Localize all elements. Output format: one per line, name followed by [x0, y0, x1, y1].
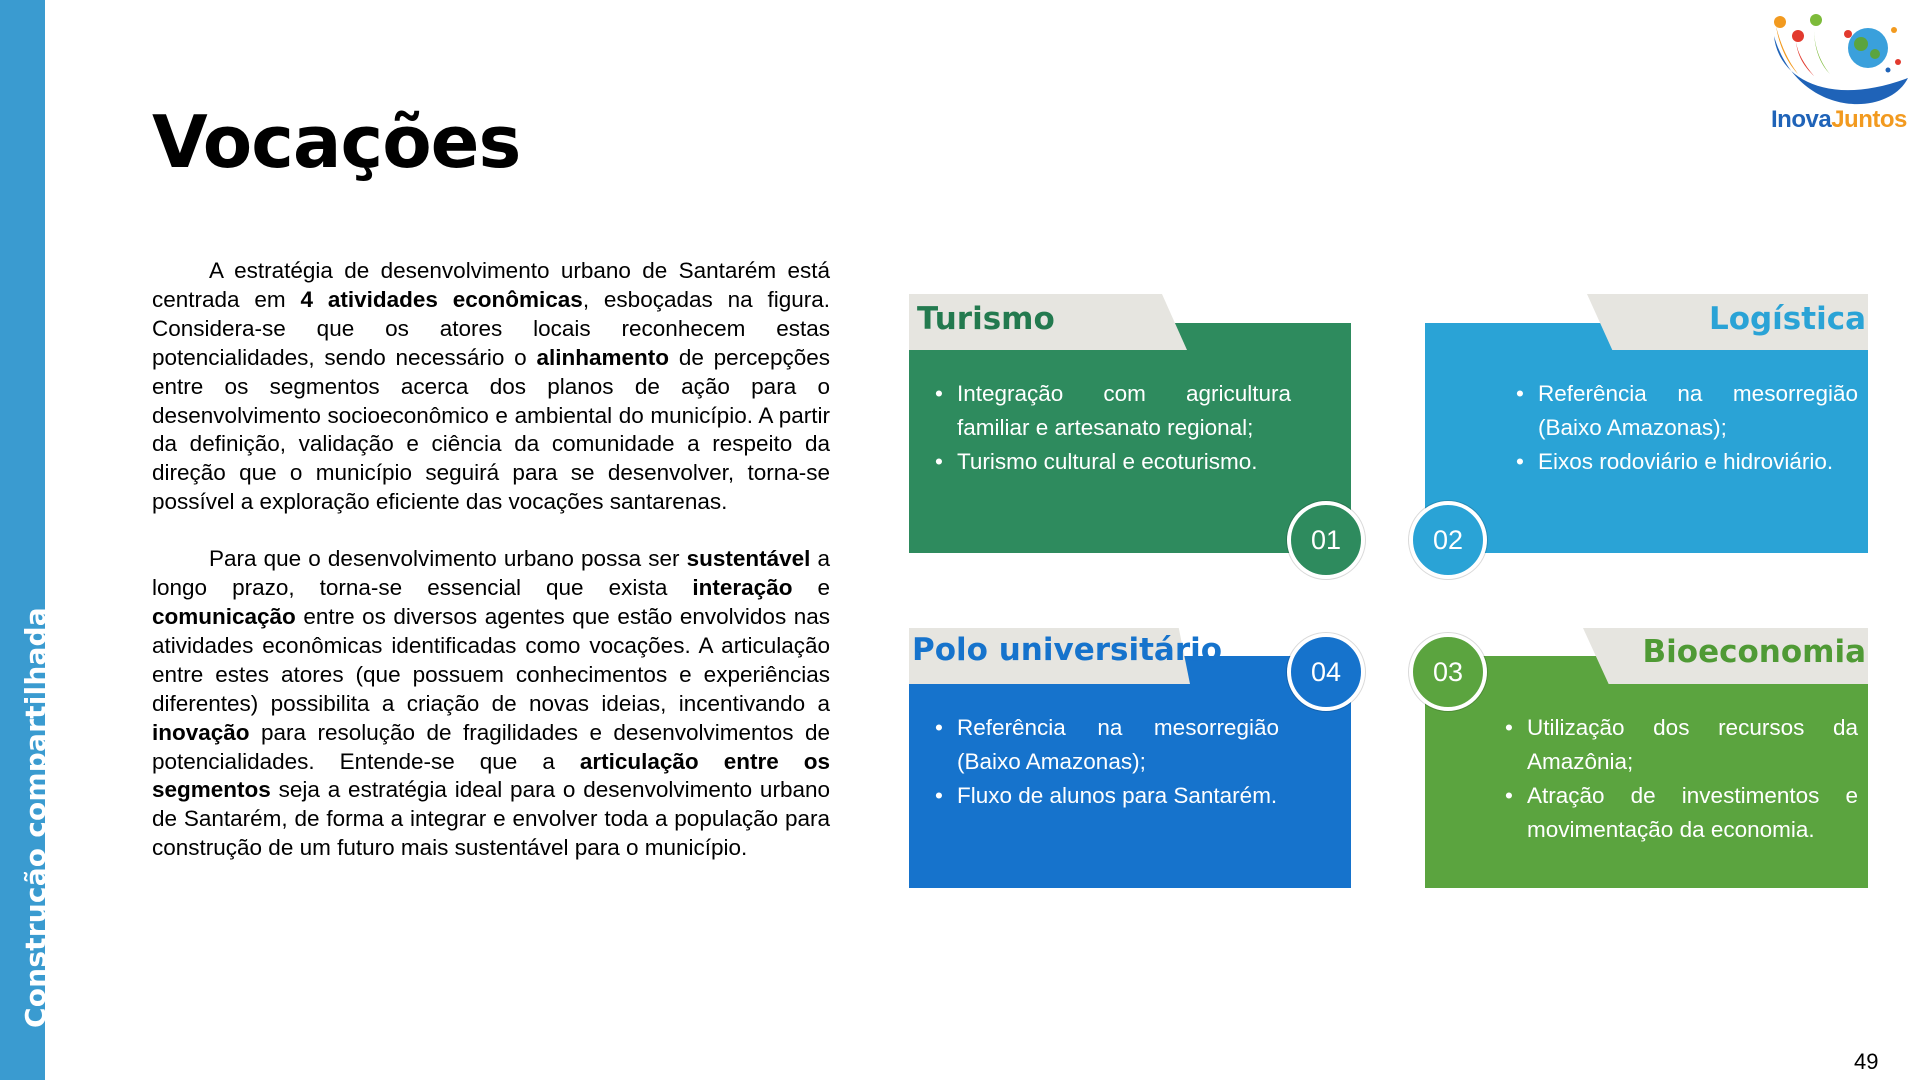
text-span: de percepções entre os segmentos acerca dos planos de ação para o desenvolvimento socioeconômico e ambiental do município. A partir da definição, validação e ciência da comunidade a respeito da direção que o município seguirá para se desenvolver, torna-se possível a exploração eficiente das vocações santarenas.	[152, 344, 830, 515]
number-badge: 03	[1409, 633, 1487, 711]
list-item: • Integração com agricultura familiar e artesanato regional;	[935, 377, 1291, 445]
text-span: seja a estratégia ideal para o desenvolvimento urbano de Santarém, de forma a integrar e envolver toda a população para construção de um futuro mais sustentável para o município.	[152, 777, 830, 861]
list-item: • Referência na mesorregião (Baixo Amazonas);	[935, 711, 1279, 779]
bold-span: inovação	[152, 719, 250, 745]
paragraph-2	[152, 545, 830, 863]
list-item: • Eixos rodoviário e hidroviário.	[1516, 445, 1858, 479]
text-span: Para que o desenvolvimento urbano possa ser	[209, 546, 687, 572]
card-list	[935, 377, 1291, 479]
logo-text-2: Juntos	[1831, 106, 1907, 133]
text-span: , esboçadas na figura. Considera-se que os atores locais reconhecem estas potencialidades, sendo necessário o	[152, 286, 830, 370]
list-item: • Atração de investimentos e movimentação da economia.	[1505, 779, 1858, 847]
bold-span: interação	[692, 575, 793, 601]
card-title: Turismo	[917, 301, 1055, 337]
bold-span: sustentável	[686, 546, 811, 572]
number-badge: 04	[1287, 633, 1365, 711]
bold-span: comunicação	[152, 603, 296, 629]
paragraph-1	[152, 257, 830, 517]
text-span: A estratégia de desenvolvimento urbano de Santarém está centrada em	[152, 258, 830, 312]
text-span: para resolução de fragilidades e desenvolvimentos de potencialidades. Entende-se que a	[152, 719, 830, 774]
page-title: Vocações	[152, 100, 521, 184]
number-badge: 02	[1409, 501, 1487, 579]
list-item: • Turismo cultural e ecoturismo.	[935, 445, 1291, 479]
bold-span: 4 atividades econômicas	[300, 286, 583, 312]
sidebar-label: Construção compartilhada	[19, 607, 52, 1028]
text-span: e	[792, 575, 830, 601]
card-title: Bioeconomia	[1642, 634, 1866, 670]
card-list	[1516, 377, 1858, 479]
list-item: • Fluxo de alunos para Santarém.	[935, 779, 1279, 813]
card-title: Polo universitário	[912, 632, 1223, 668]
body-text	[152, 257, 830, 891]
logo-text-1: Inova	[1771, 106, 1832, 133]
text-span: a longo prazo, torna-se essencial que exista	[152, 546, 830, 601]
card-list	[935, 711, 1279, 813]
card-title: Logística	[1708, 301, 1866, 337]
list-item: • Utilização dos recursos da Amazônia;	[1505, 711, 1858, 779]
page-number: 49	[1854, 1049, 1879, 1074]
bold-span: articulação entre os segmentos	[152, 748, 830, 803]
logo-wordmark	[1771, 106, 1907, 134]
number-badge: 01	[1287, 501, 1365, 579]
bold-span: alinhamento	[536, 344, 670, 370]
card-list	[1505, 711, 1858, 847]
list-item: • Referência na mesorregião (Baixo Amazonas);	[1516, 377, 1858, 445]
text-span: entre os diversos agentes que estão envolvidos nas atividades econômicas identificadas como vocações. A articulação entre estes atores (que possuem conhecimentos e experiências diferentes) possibilita a criação de novas ideias, incentivando a	[152, 603, 830, 716]
